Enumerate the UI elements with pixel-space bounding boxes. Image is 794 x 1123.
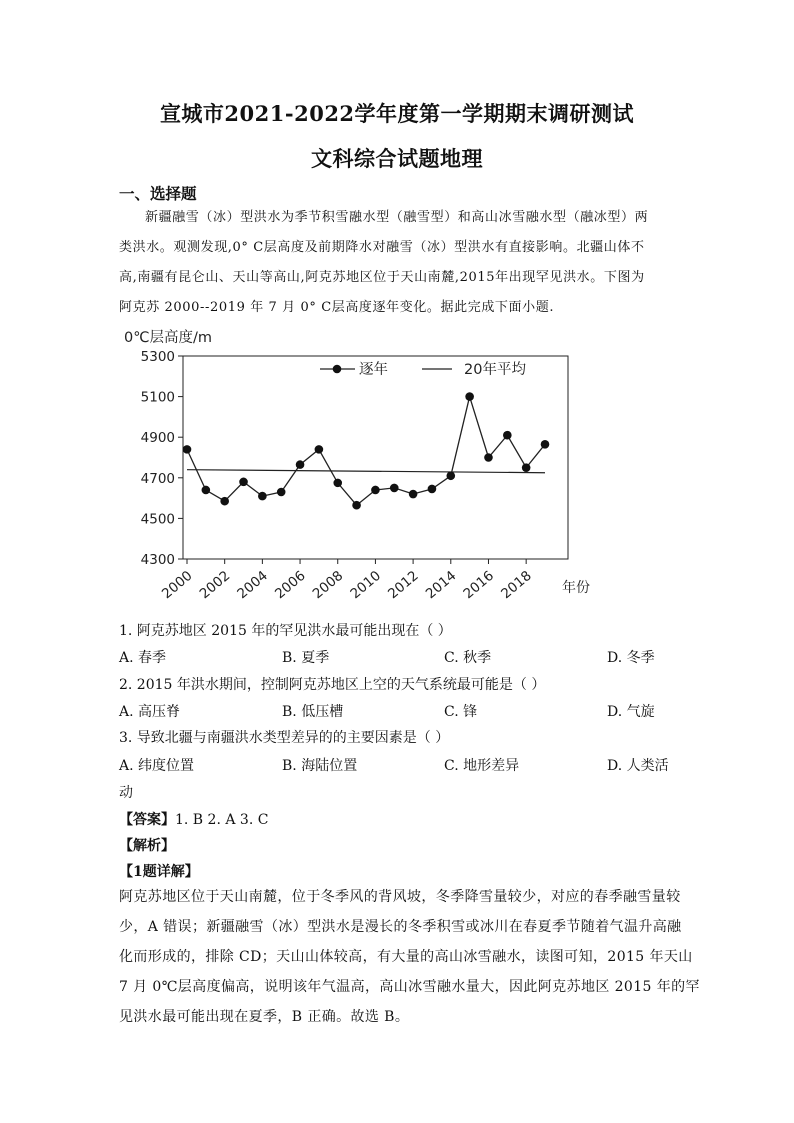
q1-option-b: B. 夏季 — [282, 650, 330, 666]
answer-tag: 【答案】 — [119, 812, 175, 828]
q2-option-b: B. 低压槽 — [282, 704, 344, 720]
plot-frame — [183, 356, 568, 559]
average-series-line — [187, 470, 545, 473]
question-2-stem: 2. 2015 年洪水期间，控制阿克苏地区上空的天气系统最可能是（ ） — [119, 677, 546, 693]
question-1-stem: 1. 阿克苏地区 2015 年的罕见洪水最可能出现在（ ） — [119, 623, 452, 639]
detail-line-3: 化而形成的，排除 CD；天山山体较高，有大量的高山冰雪融水，读图可知，2015 年天山 — [119, 949, 693, 965]
data-point — [296, 460, 305, 469]
x-tick-label: 2012 — [385, 567, 422, 603]
data-point — [541, 440, 550, 449]
analysis-tag: 【解析】 — [119, 838, 175, 854]
data-point — [333, 479, 342, 488]
data-point — [503, 431, 512, 440]
intro-line-4: 阿克苏 2000--2019 年 7 月 0° C层高度逐年变化。据此完成下面小题. — [119, 300, 555, 315]
x-tick-label: 2018 — [498, 567, 535, 603]
data-point — [183, 445, 192, 454]
page-subtitle: 文科综合试题地理 — [311, 146, 483, 171]
data-point — [202, 486, 211, 495]
x-tick-label: 2006 — [272, 567, 309, 603]
x-tick-label: 2002 — [196, 567, 234, 603]
answer-line — [119, 809, 268, 829]
y-ticks — [141, 349, 183, 568]
legend-average-label: 20年平均 — [464, 362, 526, 378]
q3-option-a: A. 纬度位置 — [119, 758, 195, 774]
q3-option-d-wrap: 动 — [119, 785, 133, 801]
freezing-level-chart — [110, 322, 610, 612]
y-axis-label: 0℃层高度/m — [124, 330, 213, 346]
q2-option-d: D. 气旋 — [607, 704, 655, 720]
yearly-line — [183, 392, 550, 509]
detail-line-2: 少，A 错误；新疆融雪（冰）型洪水是漫长的冬季积雪或冰川在春夏季节随着气温升高融 — [119, 919, 682, 935]
data-point — [390, 484, 399, 493]
x-tick-label: 2014 — [422, 567, 460, 603]
data-point — [239, 478, 248, 487]
q3-option-c: C. 地形差异 — [444, 758, 520, 774]
q2-option-a: A. 高压脊 — [119, 704, 181, 720]
detail-tag: 【1题详解】 — [119, 864, 199, 880]
intro-line-2: 类洪水。观测发现,0° C层高度及前期降水对融雪（冰）型洪水有直接影响。北疆山体不 — [119, 240, 645, 255]
x-tick-label: 2004 — [234, 567, 271, 603]
q3-option-b: B. 海陆位置 — [282, 758, 358, 774]
intro-line-3: 高,南疆有昆仑山、天山等高山,阿克苏地区位于天山南麓,2015年出现罕见洪水。下图为 — [119, 270, 645, 285]
yearly-series-line — [187, 397, 545, 506]
q3-option-d: D. 人类活 — [607, 758, 669, 774]
chart-axes — [183, 356, 568, 559]
x-tick-label: 2016 — [460, 567, 498, 603]
q1-option-d: D. 冬季 — [607, 650, 655, 666]
chart-legend — [320, 360, 526, 378]
q1-option-a: A. 春季 — [119, 650, 167, 666]
y-tick-label: 4900 — [140, 430, 175, 447]
data-point — [277, 488, 286, 497]
data-point — [484, 453, 493, 462]
question-3-stem: 3. 导致北疆与南疆洪水类型差异的的主要因素是（ ） — [119, 730, 450, 746]
data-point — [315, 445, 324, 454]
data-point — [428, 485, 437, 494]
data-point — [446, 471, 455, 480]
y-tick-label: 5100 — [140, 389, 175, 406]
detail-line-1: 阿克苏地区位于天山南麓，位于冬季风的背风坡，冬季降雪量较少，对应的春季融雪量较 — [119, 889, 681, 905]
y-tick-label: 5300 — [140, 349, 175, 365]
data-point — [465, 392, 474, 401]
data-point — [409, 490, 418, 499]
data-point — [258, 492, 267, 501]
intro-line-1: 新疆融雪（冰）型洪水为季节积雪融水型（融雪型）和高山冰雪融水型（融冰型）两 — [145, 210, 649, 225]
q1-option-c: C. 秋季 — [444, 650, 492, 666]
legend-yearly-label: 逐年 — [359, 362, 388, 378]
detail-line-4: 7 月 0℃层高度偏高，说明该年气温高，高山冰雪融水量大，因此阿克苏地区 2015 年的罕 — [119, 979, 700, 995]
data-point — [352, 501, 361, 510]
section-heading: 一、选择题 — [119, 184, 197, 203]
x-tick-label: 2000 — [158, 567, 196, 603]
data-point — [371, 486, 380, 495]
legend-yearly-dot — [333, 365, 342, 374]
detail-line-5: 见洪水最可能出现在夏季，B 正确。故选 B。 — [119, 1009, 410, 1025]
x-ticks — [159, 559, 535, 602]
answer-text: 1. B 2. A 3. C — [175, 812, 269, 828]
x-tick-label: 2010 — [347, 567, 384, 603]
page-title: 宣城市2021-2022学年度第一学期期末调研测试 — [159, 101, 635, 126]
y-tick-label: 4300 — [140, 552, 175, 568]
average-line — [187, 470, 545, 473]
x-axis-label: 年份 — [562, 580, 590, 596]
data-point — [522, 463, 531, 472]
y-tick-label: 4500 — [140, 511, 175, 528]
y-tick-label: 4700 — [140, 470, 175, 487]
q2-option-c: C. 锋 — [444, 704, 478, 720]
data-point — [220, 497, 229, 506]
x-tick-label: 2008 — [309, 567, 347, 603]
